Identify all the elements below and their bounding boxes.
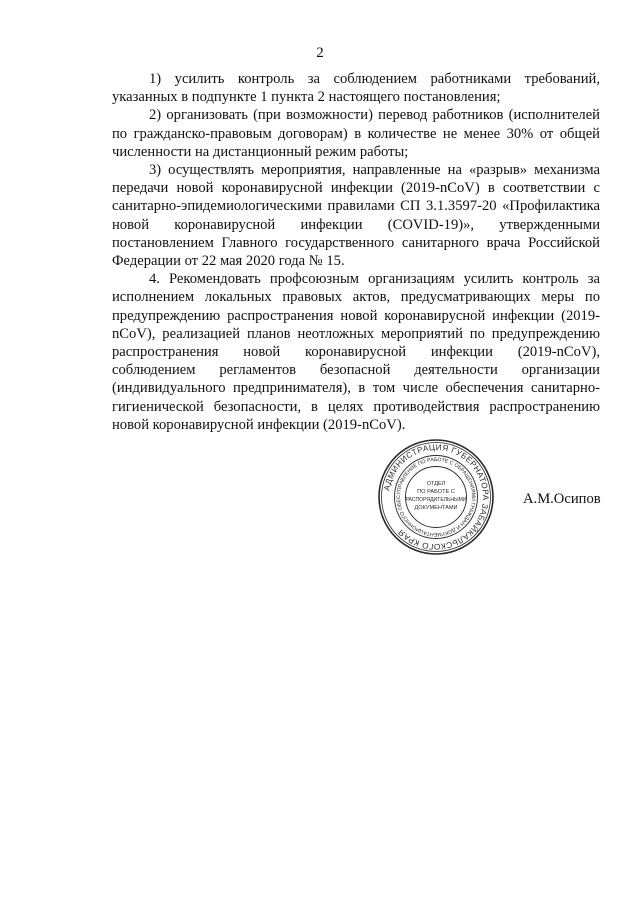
- paragraph-item-3: 3) осуществлять мероприятия, направленные на «разрыв» механизма передачи новой коронавирусной инфекции (2019-nCoV) в соответствии с санитарно-эпидемиологическими правилами СП 3.1.3597-20 «Профилактика новой коронавирусной инфекции (COVID-19)», утвержденными постановлением Главного государственного санитарного врача Российской Федерации от 22 мая 2020 года № 15.: [112, 162, 600, 270]
- seal-graphic: [377, 438, 495, 556]
- seal-center-line-3: РАСПОРЯДИТЕЛЬНЫМИ: [405, 497, 467, 503]
- official-seal-stamp: [377, 438, 495, 556]
- document-body: [112, 70, 600, 434]
- seal-center-line-2: ПО РАБОТЕ С: [417, 489, 455, 495]
- signatory-name: А.М.Осипов: [523, 491, 601, 507]
- page-number: 2: [316, 45, 324, 61]
- seal-outer-text: АДМИНИСТРАЦИЯ ГУБЕРНАТОРА ЗАБАЙКАЛЬСКОГО КРАЯ: [382, 442, 491, 552]
- paragraph-item-2: 2) организовать (при возможности) перевод работников (исполнителей по гражданско-правовым договорам) в количестве не менее 30% от общей численности на дистанционный режим работы;: [112, 107, 600, 160]
- seal-center-line-4: ДОКУМЕНТАМИ: [414, 505, 458, 511]
- paragraph-4-recommendation: 4. Рекомендовать профсоюзным организациям усилить контроль за исполнением локальных правовых актов, предусматривающих меры по предупреждению распространения новой коронавирусной инфекции (2019-nCoV), реализацией планов неотложных мероприятий по предупреждению распространения новой коронавирусной инфекции (2019-nCoV), соблюдением регламентов безопасной деятельности организации (индивидуального предпринимателя), в том числе обеспечения санитарно-гигиенической безопасности, в целях противодействия распространению новой коронавирусной инфекции (2019-nCoV).: [112, 271, 600, 433]
- seal-center-line-1: ОТДЕЛ: [426, 481, 446, 487]
- seal-inner-text: УПРАВЛЕНИЕ ПО РАБОТЕ С ОБРАЩЕНИЯМИ ГРАЖДАН И ДОКУМЕНТАЦИОННОГО ОБЕС: [395, 456, 477, 538]
- paragraph-item-1: 1) усилить контроль за соблюдением работниками требований, указанных в подпункте 1 пункта 2 настоящего постановления;: [112, 71, 600, 106]
